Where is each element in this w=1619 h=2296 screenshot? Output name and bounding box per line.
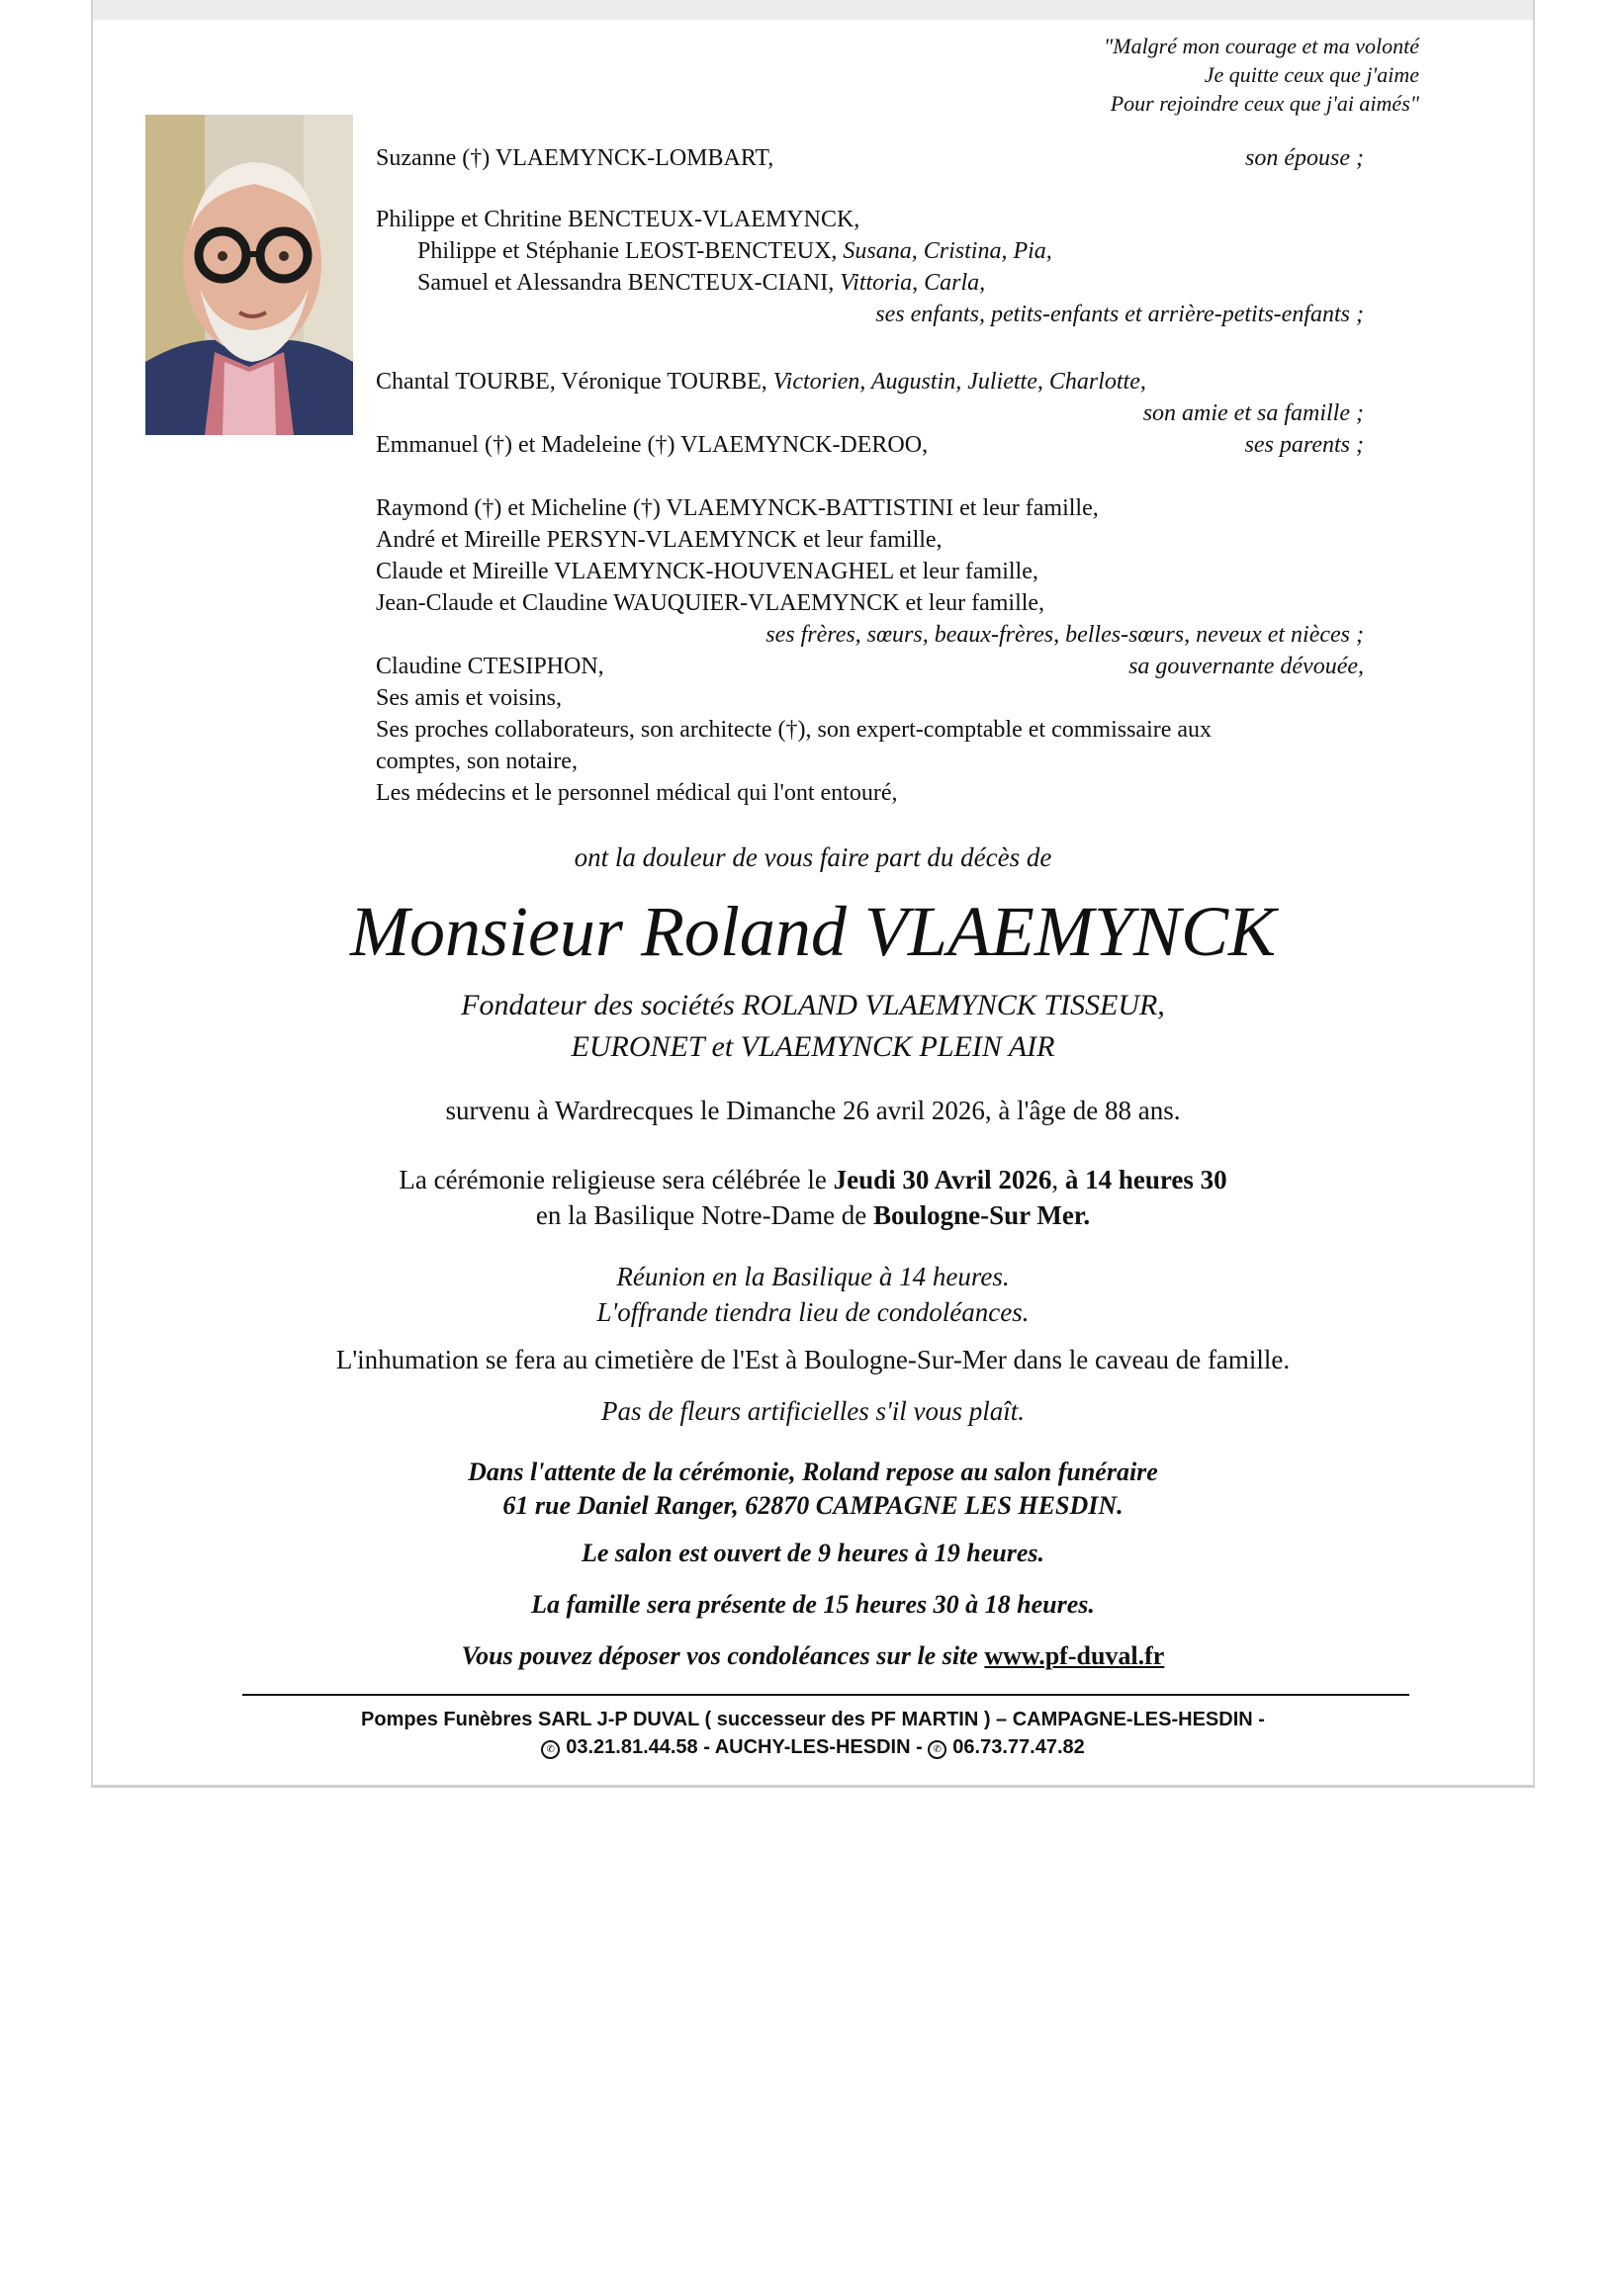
death-details: survenu à Wardrecques le Dimanche 26 avril 2026, à l'âge de 88 ans. [445,1096,1181,1125]
family-sibling-2: André et Mireille PERSYN-VLAEMYNCK et leur famille, [376,527,943,553]
family-friend-name: Chantal TOURBE, Véronique TOURBE, [376,369,767,395]
family-presence: La famille sera présente de 15 heures 30 à 18 heures. [531,1590,1095,1619]
salon-hours: Le salon est ouvert de 9 heures à 19 heures. [582,1539,1044,1567]
deceased-photo [145,115,353,435]
family-child-2-kids: Susana, Cristina, Pia, [843,238,1052,264]
family-friend-role: son amie et sa famille ; [1142,400,1364,426]
deceased-title-1: Fondateur des sociétés ROLAND VLAEMYNCK TISSEUR, [461,989,1165,1021]
family-friend [376,366,1146,397]
salon-line-2: 61 rue Daniel Ranger, 62870 CAMPAGNE LES HESDIN. [502,1491,1124,1520]
phone-icon: ✆ [541,1740,560,1759]
flowers-text: Pas de fleurs artificielles s'il vous plaît. [601,1396,1025,1426]
family-wife: Suzanne (†) VLAEMYNCK-LOMBART, [376,145,774,171]
offering-text: L'offrande tiendra lieu de condoléances. [596,1297,1030,1327]
family-sibling-3: Claude et Mireille VLAEMYNCK-HOUVENAGHEL et leur famille, [376,559,1038,584]
footer-divider [242,1694,1409,1696]
footer-phone-1: 03.21.81.44.58 [566,1736,698,1758]
announce-text: ont la douleur de vous faire part du décès de [574,842,1052,872]
footer-line-1: Pompes Funèbres SARL J-P DUVAL ( successeur des PF MARTIN ) – CAMPAGNE-LES-HESDIN - [361,1709,1265,1730]
deceased-name: Monsieur Roland VLAEMYNCK [349,892,1277,971]
quote-line-2: Je quitte ceux que j'aime [1204,62,1419,87]
condolences-link[interactable]: www.pf-duval.fr [984,1641,1165,1670]
ceremony-line-2 [91,1200,1535,1231]
burial-text: L'inhumation se fera au cimetière de l'Est à Boulogne-Sur-Mer dans le caveau de famille. [335,1345,1291,1374]
family-parents: Emmanuel (†) et Madeleine (†) VLAEMYNCK-DEROO, [376,432,929,458]
family-other-2: Ses proches collaborateurs, son architecte (†), son expert-comptable et commissaire aux [376,717,1213,743]
family-governess: Claudine CTESIPHON, [376,654,604,679]
family-friend-kids: Victorien, Augustin, Juliette, Charlotte, [772,369,1146,395]
meeting-text: Réunion en la Basilique à 14 heures. [616,1262,1010,1291]
family-child-3-kids: Vittoria, Carla, [840,270,986,296]
family-other-1: Ses amis et voisins, [376,685,563,711]
family-governess-role: sa gouvernante dévouée, [1128,654,1364,679]
family-sibling-4: Jean-Claude et Claudine WAUQUIER-VLAEMYNCK et leur famille, [376,590,1045,616]
family-wife-role: son épouse ; [1245,145,1364,171]
salon-line-1: Dans l'attente de la cérémonie, Roland repose au salon funéraire [468,1457,1158,1486]
ceremony-date: Jeudi 30 Avril 2026 [833,1165,1052,1194]
ceremony-intro: La cérémonie religieuse sera célébrée le [399,1165,834,1194]
footer-phone-2: 06.73.77.47.82 [952,1736,1085,1758]
footer-mid: - AUCHY-LES-HESDIN - [697,1736,929,1758]
ceremony-time: à 14 heures 30 [1064,1165,1227,1194]
footer-line-2 [91,1736,1535,1759]
family-child-3 [417,267,985,299]
family-other-3: comptes, son notaire, [376,749,578,774]
deceased-title-2: EURONET et VLAEMYNCK PLEIN AIR [571,1030,1055,1063]
family-sibling-1: Raymond (†) et Micheline (†) VLAEMYNCK-BATTISTINI et leur famille, [376,495,1099,521]
ceremony-sep: , [1051,1165,1065,1194]
ceremony-place: Boulogne-Sur Mer. [873,1200,1091,1230]
family-parents-role: ses parents ; [1244,432,1364,458]
family-children-role: ses enfants, petits-enfants et arrière-petits-enfants ; [875,302,1364,327]
family-siblings-role: ses frères, sœurs, beaux-frères, belles-sœurs, neveux et nièces ; [765,622,1364,648]
phone-icon: ✆ [928,1740,946,1759]
condolences-text: Vous pouvez déposer vos condoléances sur le site [461,1641,985,1670]
family-other-4: Les médecins et le personnel médical qui l'ont entouré, [376,780,898,806]
family-child-2 [417,235,1052,267]
quote-line-3: Pour rejoindre ceux que j'ai aimés" [1110,91,1419,116]
quote-line-1: "Malgré mon courage et ma volonté [1104,34,1419,58]
family-child-3-name: Samuel et Alessandra BENCTEUX-CIANI, [417,270,835,296]
family-child-2-name: Philippe et Stéphanie LEOST-BENCTEUX, [417,238,838,264]
ceremony-line-1 [91,1165,1535,1195]
ceremony-place-intro: en la Basilique Notre-Dame de [535,1200,874,1230]
family-child-1: Philippe et Chritine BENCTEUX-VLAEMYNCK, [376,207,860,232]
condolences-line [91,1641,1535,1671]
